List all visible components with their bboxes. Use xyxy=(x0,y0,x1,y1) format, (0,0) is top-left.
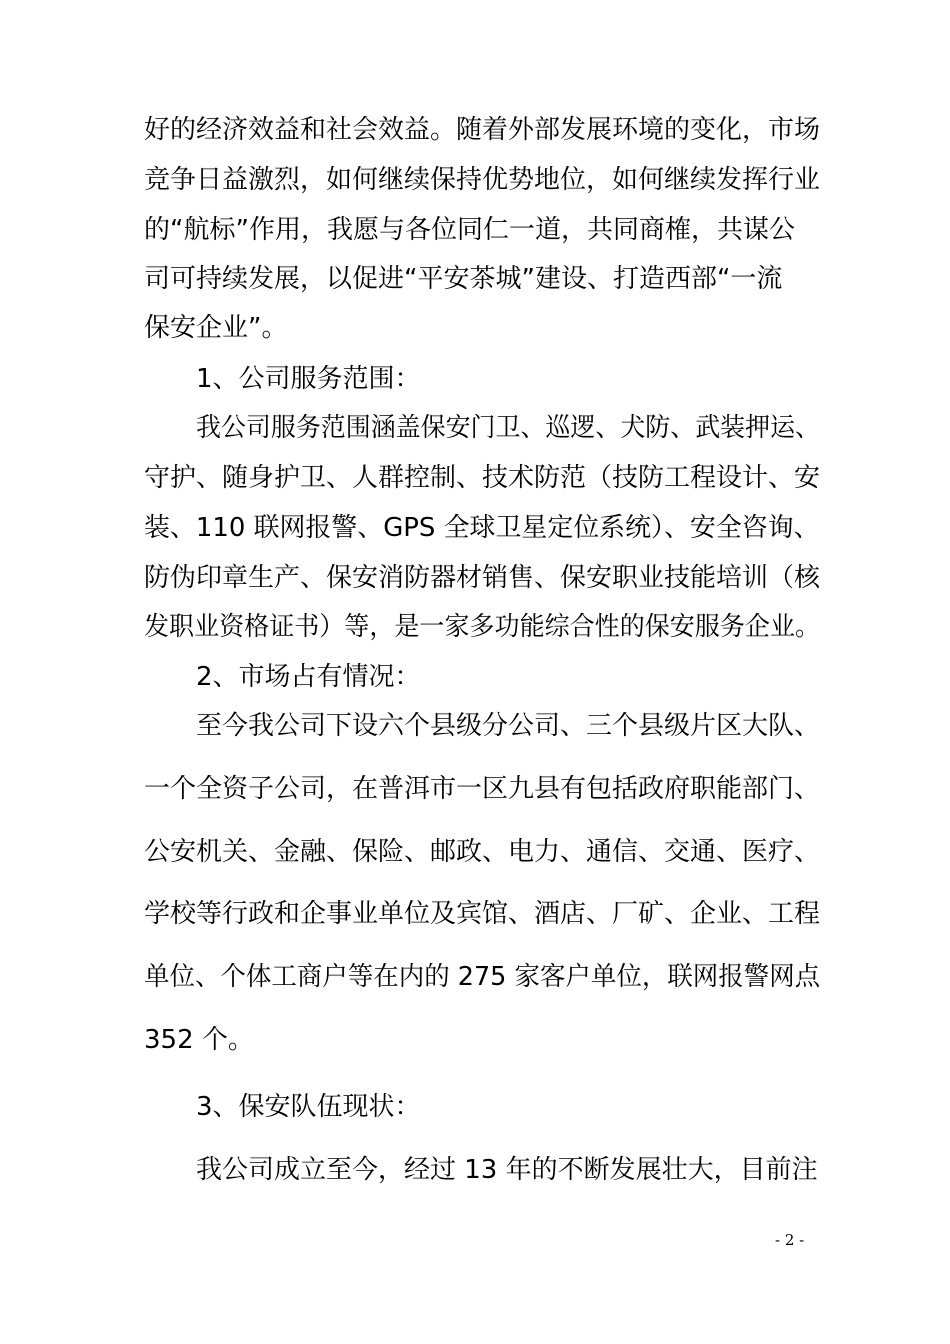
text-line: 一个全资子公司，在普洱市一区九县有包括政府职能部门、 xyxy=(144,774,821,804)
text-line: 装、110 联网报警、GPS 全球卫星定位系统）、安全咨询、 xyxy=(144,513,820,543)
text-line: 竞争日益激烈，如何继续保持优势地位，如何继续发挥行业 xyxy=(144,165,821,195)
section-heading: 1、公司服务范围： xyxy=(196,364,421,394)
page-number: - 2 - xyxy=(775,1231,805,1249)
text-line: 学校等行政和企事业单位及宾馆、酒店、厂矿、企业、工程 xyxy=(144,899,821,929)
text-line: 352 个。 xyxy=(144,1025,254,1055)
text-line: 公安机关、金融、保险、邮政、电力、通信、交通、医疗、 xyxy=(144,837,821,867)
text-line: 保安企业”。 xyxy=(144,313,288,343)
text-line: 的“航标”作用，我愿与各位同仁一道，共同商榷，共谋公 xyxy=(144,215,795,245)
text-line: 至今我公司下设六个县级分公司、三个县级片区大队、 xyxy=(196,711,821,741)
section-heading: 3、保安队伍现状： xyxy=(196,1092,421,1122)
text-line: 发职业资格证书）等，是一家多功能综合性的保安服务企业。 xyxy=(144,612,821,642)
section-heading: 2、市场占有情况： xyxy=(196,662,421,692)
text-line: 单位、个体工商户等在内的 275 家客户单位，联网报警网点 xyxy=(144,962,821,992)
text-line: 防伪印章生产、保安消防器材销售、保安职业技能培训（核 xyxy=(144,563,821,593)
text-line: 好的经济效益和社会效益。随着外部发展环境的变化，市场 xyxy=(144,115,821,145)
text-line: 我公司服务范围涵盖保安门卫、巡逻、犬防、武装押运、 xyxy=(196,413,821,443)
text-line: 我公司成立至今，经过 13 年的不断发展壮大，目前注 xyxy=(196,1155,818,1185)
text-line: 司可持续发展，以促进“平安茶城”建设、打造西部“一流 xyxy=(144,264,783,294)
text-line: 守护、随身护卫、人群控制、技术防范（技防工程设计、安 xyxy=(144,463,821,493)
